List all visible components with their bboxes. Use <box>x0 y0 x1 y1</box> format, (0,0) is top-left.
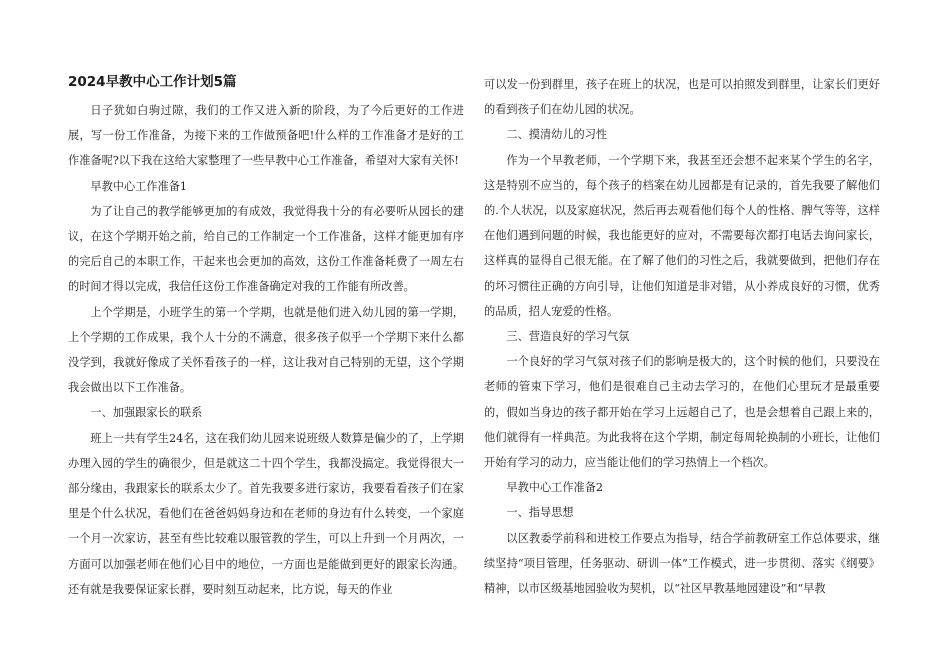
paragraph-continued: 可以发一份到群里，孩子在班上的状况，也是可以拍照发到群里，让家长们更好的看到孩子们在幼儿园的状况。 <box>484 78 880 117</box>
paragraph: 班上一共有学生24名，这在我们幼儿园来说班级人数算是偏少的了，上学期办理入园的学生的确很少，但是就这二十四个学生，我都没搞定。我觉得很大一部分缘由，我跟家长的联系太少了。首先我要多进行家访，我要看看孩子们在家里是个什么状况，看他们在爸爸妈妈身边和在老师的身边有什么转变，一个家庭一个月一次家访，甚至有些比较难以服管教的学生，可以上升到一个月两次，一方面可以加强老师在他们心目中的地位，一方面也是能做到更好的跟家长沟通。还有就是我要保证家长群，要时刻互动起来，比方说，每天的作业 <box>68 431 464 596</box>
left-column <box>68 72 464 602</box>
section-heading: 早教中心工作准备2 <box>506 481 604 495</box>
section-heading: 早教中心工作准备1 <box>90 179 188 193</box>
right-column-body <box>484 72 880 601</box>
paragraph: 作为一个早教老师，一个学期下来，我甚至还会想不起来某个学生的名字，这是特别不应当的，每个孩子的档案在幼儿园都是有记录的，首先我要了解他们的.个人状况，以及家庭状况，然后再去观看他们每个人的性格、脾气等等，这样在他们遇到问题的时候，我也能更好的应对，不需要每次都打电话去询问家长，这样真的显得自己很无能。在了解了他们的习性之后，我就要做到，把他们存在的坏习惯往正确的方向引导，让他们知道是非对错，从小养成良好的习惯，优秀的品质，招人宠爱的性格。 <box>484 153 880 318</box>
section-heading: 一、指导思想 <box>506 506 574 520</box>
section-heading: 三、营造良好的学习气氛 <box>506 330 630 344</box>
paragraph: 上个学期是，小班学生的第一个学期，也就是他们进入幼儿园的第一学期，上个学期的工作成果，我个人十分的不满意，很多孩子似乎一个学期下来什么都没学到，我就好像成了关怀看孩子的一样，这让我对自己特别的无望，这个学期我会做出以下工作准备。 <box>68 305 464 395</box>
paragraph: 以区教委学前科和进校工作要点为指导，结合学前教研室工作总体要求，继续坚持“项目管理，任务驱动、研训一体”工作模式，进一步贯彻、落实《纲要》精神，以市区级基地园验收为契机，以“社区早教基地园建设”和“早教 <box>484 531 880 596</box>
paragraph: 日子犹如白驹过隙，我们的工作又进入新的阶段，为了今后更好的工作进展，写一份工作准备，为接下来的工作做预备吧!什么样的工作准备才是好的工作准备呢?以下我在这给大家整理了一些早教中心工作准备，希望对大家有关怀! <box>68 104 464 168</box>
section-heading: 二、摸清幼儿的习性 <box>506 128 608 142</box>
paragraph: 为了让自己的教学能够更加的有成效，我觉得我十分的有必要听从园长的建议，在这个学期开始之前，给自己的工作制定一个工作准备，这样才能更加有序的完后自己的本职工作，干起来也会更加的高效，这份工作准备耗费了一周左右的时间才得以完成，我信任这份工作准备确定对我的工作能有所改善。 <box>68 204 464 294</box>
document-title: 2024早教中心工作计划5篇 <box>68 74 237 90</box>
section-heading: 一、加强跟家长的联系 <box>90 406 203 420</box>
right-column <box>484 72 880 601</box>
paragraph: 一个良好的学习气氛对孩子们的影响是极大的，这个时候的他们，只要没在老师的管束下学习，他们是很难自己主动去学习的，在他们心里玩才是最重要的，假如当身边的孩子都开始在学习上远超自己了，也是会想着自己跟上来的，他们就得有一样典范。为此我将在这个学期，制定每周轮换制的小班长，让他们开始有学习的动力，应当能让他们的学习热情上一个档次。 <box>484 355 880 470</box>
left-column-body <box>68 98 464 602</box>
